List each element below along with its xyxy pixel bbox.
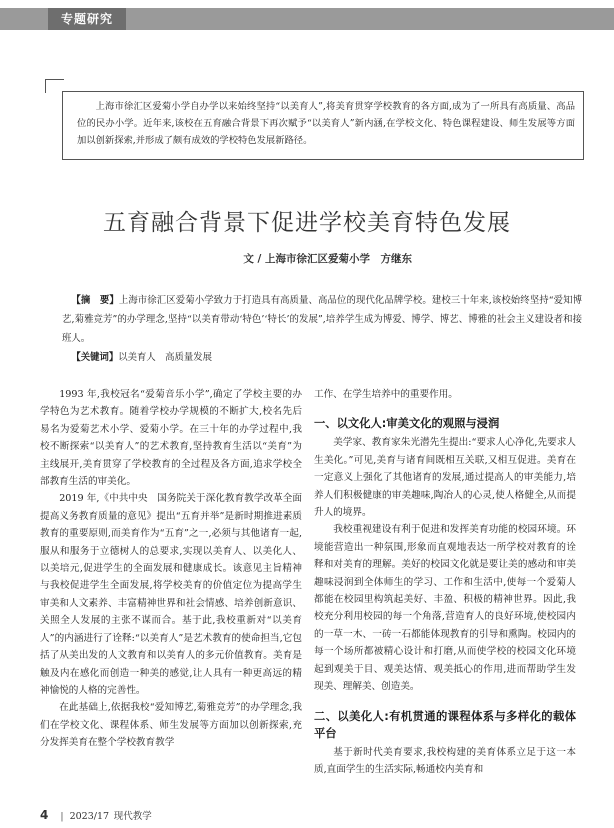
section-heading-1: 一、以文化人:审美文化的观照与浸润 — [314, 417, 500, 431]
journal-name: 现代教学 — [113, 811, 152, 822]
article-title: 五育融合背景下促进学校美育特色发展 — [103, 210, 511, 236]
paragraph: 工作、在学生培养中的重要作用。 — [314, 389, 458, 400]
article-summary — [62, 291, 582, 367]
paragraph: 美学家、教育家朱光潜先生提出:“要求人心净化,先要求人生美化。”可见,美育与诸育间既相互关联,又相互促进。美育在一定意义上强化了其他诸育的发展,通过提高人的审美能力,培养人们积极健康的审美趣味,陶冶人的心灵,使人格健全,从而提升人的境界。 — [314, 437, 576, 519]
issue-number: 2023/17 — [69, 811, 110, 822]
section-heading-2: 二、以美化人:有机贯通的课程体系与多样化的载体平台 — [314, 709, 576, 740]
intro-box — [62, 91, 584, 160]
page-number: 4 — [40, 808, 49, 822]
article-byline: 文 / 上海市徐汇区爱菊小学 方继东 — [243, 253, 412, 265]
intro-text: 上海市徐汇区爱菊小学自办学以来始终坚持“以美育人”,将美育贯穿学校教育的各方面,成为了一所具有高质量、高品位的民办小学。近年来,该校在五育融合背景下再次赋予“以美育人”新内涵,在学校文化、特色课程建设、师生发展等方面加以创新探索,并形成了颇有成效的学校特色发展新路径。 — [77, 101, 575, 146]
paragraph: 我校重视建设有利于促进和发挥美育功能的校园环境。环境能营造出一种氛围,形象而直观地表达一所学校对教育的诠释和对美育的理解。美好的校园文化就是要让美的感动和审美趣味浸润到全体师生的学习、工作和生活中,使每一个爱菊人都能在校园里构筑起美好、丰盈、积极的精神世界。因此,我校充分利用校园的每一个角落,营造育人的良好环境,使校园内的一草一木、一砖一石都能体现教育的引导和熏陶。校园内的每一个场所都被精心设计和打磨,从而使学校的校园文化环境起到观美于目、观美达情、观美抵心的作用,进而帮助学生发现美、理解美、创造美。 — [314, 524, 576, 693]
summary-text: 上海市徐汇区爱菊小学致力于打造具有高质量、高品位的现代化品牌学校。建校三十年来,该校始终坚持“爱知博艺,菊雅竞芳”的办学理念,坚持“以美育带动‘特色’‘特长’的发展”,培养学生成为博爱、博学、博艺、博雅的社会主义建设者和接班人。 — [62, 295, 582, 344]
section-header-bar — [0, 8, 614, 30]
right-column — [314, 386, 576, 778]
keywords-label: 【关键词】 — [71, 352, 119, 363]
paragraph: 1993 年,我校冠名“爱菊音乐小学”,确定了学校主要的办学特色为艺术教育。随着学校办学规模的不断扩大,校名先后易名为爱菊艺术小学、爱菊小学。在三十年的办学过程中,我校不断探索“以美育人”的艺术教育,坚持教育生活以“美育”为主线展开,美育贯穿了学校教育的全过程及各方面,追求学校全部教育生活的审美化。 — [40, 389, 302, 488]
keywords-text: 以美育人 高质量发展 — [118, 352, 213, 363]
paragraph: 在此基础上,依据我校“爱知博艺,菊雅竞芳”的办学理念,我们在学校文化、课程体系、师生发展等方面加以创新探索,充分发挥美育在整个学校教育教学 — [40, 702, 302, 749]
section-tag: 专题研究 — [48, 8, 126, 30]
summary-label: 【摘 要】 — [71, 295, 119, 306]
left-column — [40, 386, 302, 752]
page-footer: 4 | 2023/17 现代教学 — [40, 808, 152, 822]
paragraph: 2019 年,《中共中央 国务院关于深化教育教学改革全面提高义务教育质量的意见》提出“五育并举”是新时期推进素质教育的重要原则,而美育作为“五育”之一,必须与其他诸育一起,服从和服务于立德树人的总要求,实现以美育人、以美化人、以美培元,促进学生的全面发展和健康成长。该意见主旨精神与我校促进学生全面发展,将学校美育的价值定位为提高学生审美和人文素养、丰富精神世界和社会情感、培养创新意识、关照全人发展的主张不谋而合。基于此,我校重新对“以美育人”的内涵进行了诠释:“以美育人”是艺术教育的使命担当,它包括了从美出发的人文教育和以美育人的多元价值教育。美育是触及内在感化而创造一种美的感觉,让人具有一种更高远的精神愉悦的人格的完善性。 — [40, 493, 302, 696]
paragraph: 基于新时代美育要求,我校构建的美育体系立足于这一本质,直面学生的生活实际,畅通校内美育和 — [314, 746, 576, 775]
